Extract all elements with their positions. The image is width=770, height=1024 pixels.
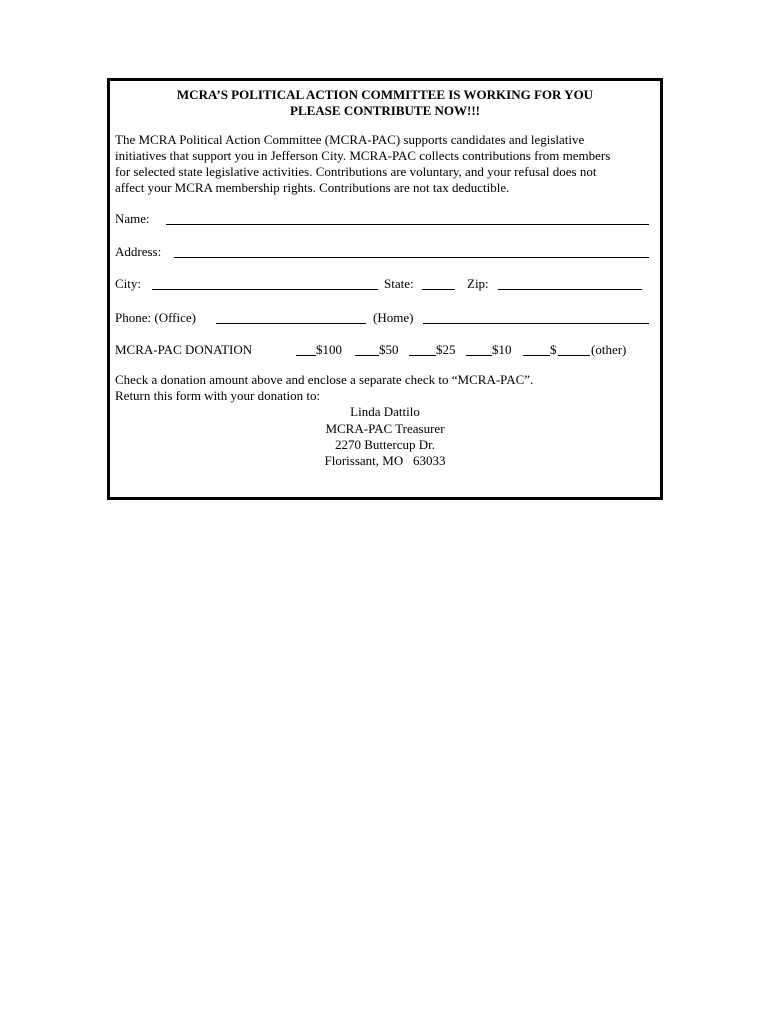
donation-25-blank[interactable] [409,355,436,356]
treasurer-title: MCRA-PAC Treasurer [325,421,445,436]
phone-home-label: (Home) [373,310,414,325]
name-field[interactable] [166,224,649,225]
phone-office-label: Phone: (Office) [115,310,196,325]
intro-line-4: affect your MCRA membership rights. Contributions are not tax deductible. [115,180,510,195]
donation-50-blank[interactable] [355,355,379,356]
treasurer-city-state-zip: Florissant, MO 63033 [324,453,446,468]
city-label: City: [115,276,142,291]
address-label: Address: [115,244,162,259]
form-title-line-2: PLEASE CONTRIBUTE NOW!!! [290,103,480,118]
name-label: Name: [115,211,150,226]
intro-line-3: for selected state legislative activities. Contributions are voluntary, and your refusal does not [115,164,597,179]
zip-label: Zip: [467,276,489,291]
donation-25-option: $25 [436,342,456,357]
treasurer-street: 2270 Buttercup Dr. [334,437,435,452]
address-field[interactable] [174,257,649,258]
donation-100-option: $100 [316,342,342,357]
instructions-line-1: Check a donation amount above and enclose a separate check to “MCRA-PAC”. [115,372,534,387]
form-title-line-1: MCRA’S POLITICAL ACTION COMMITTEE IS WORKING FOR YOU [176,87,594,102]
state-label: State: [384,276,414,291]
phone-home-field[interactable] [423,323,649,324]
intro-line-1: The MCRA Political Action Committee (MCRA-PAC) supports candidates and legislative [115,132,585,147]
donation-other-label: (other) [591,342,627,357]
donation-50-option: $50 [379,342,399,357]
state-field[interactable] [422,289,455,290]
instructions-line-2: Return this form with your donation to: [115,388,321,403]
donation-10-option: $10 [492,342,512,357]
donation-other-blank[interactable] [523,355,550,356]
donation-label: MCRA-PAC DONATION [115,342,253,357]
intro-line-2: initiatives that support you in Jefferson City. MCRA-PAC collects contributions from members [115,148,611,163]
contribution-form [107,78,663,500]
donation-other-amount-field[interactable] [558,355,590,356]
donation-10-blank[interactable] [466,355,492,356]
zip-field[interactable] [498,289,642,290]
treasurer-name: Linda Dattilo [350,404,420,419]
city-field[interactable] [152,289,378,290]
donation-other-dollar: $ [550,342,557,357]
donation-100-blank[interactable] [296,355,316,356]
phone-office-field[interactable] [216,323,366,324]
